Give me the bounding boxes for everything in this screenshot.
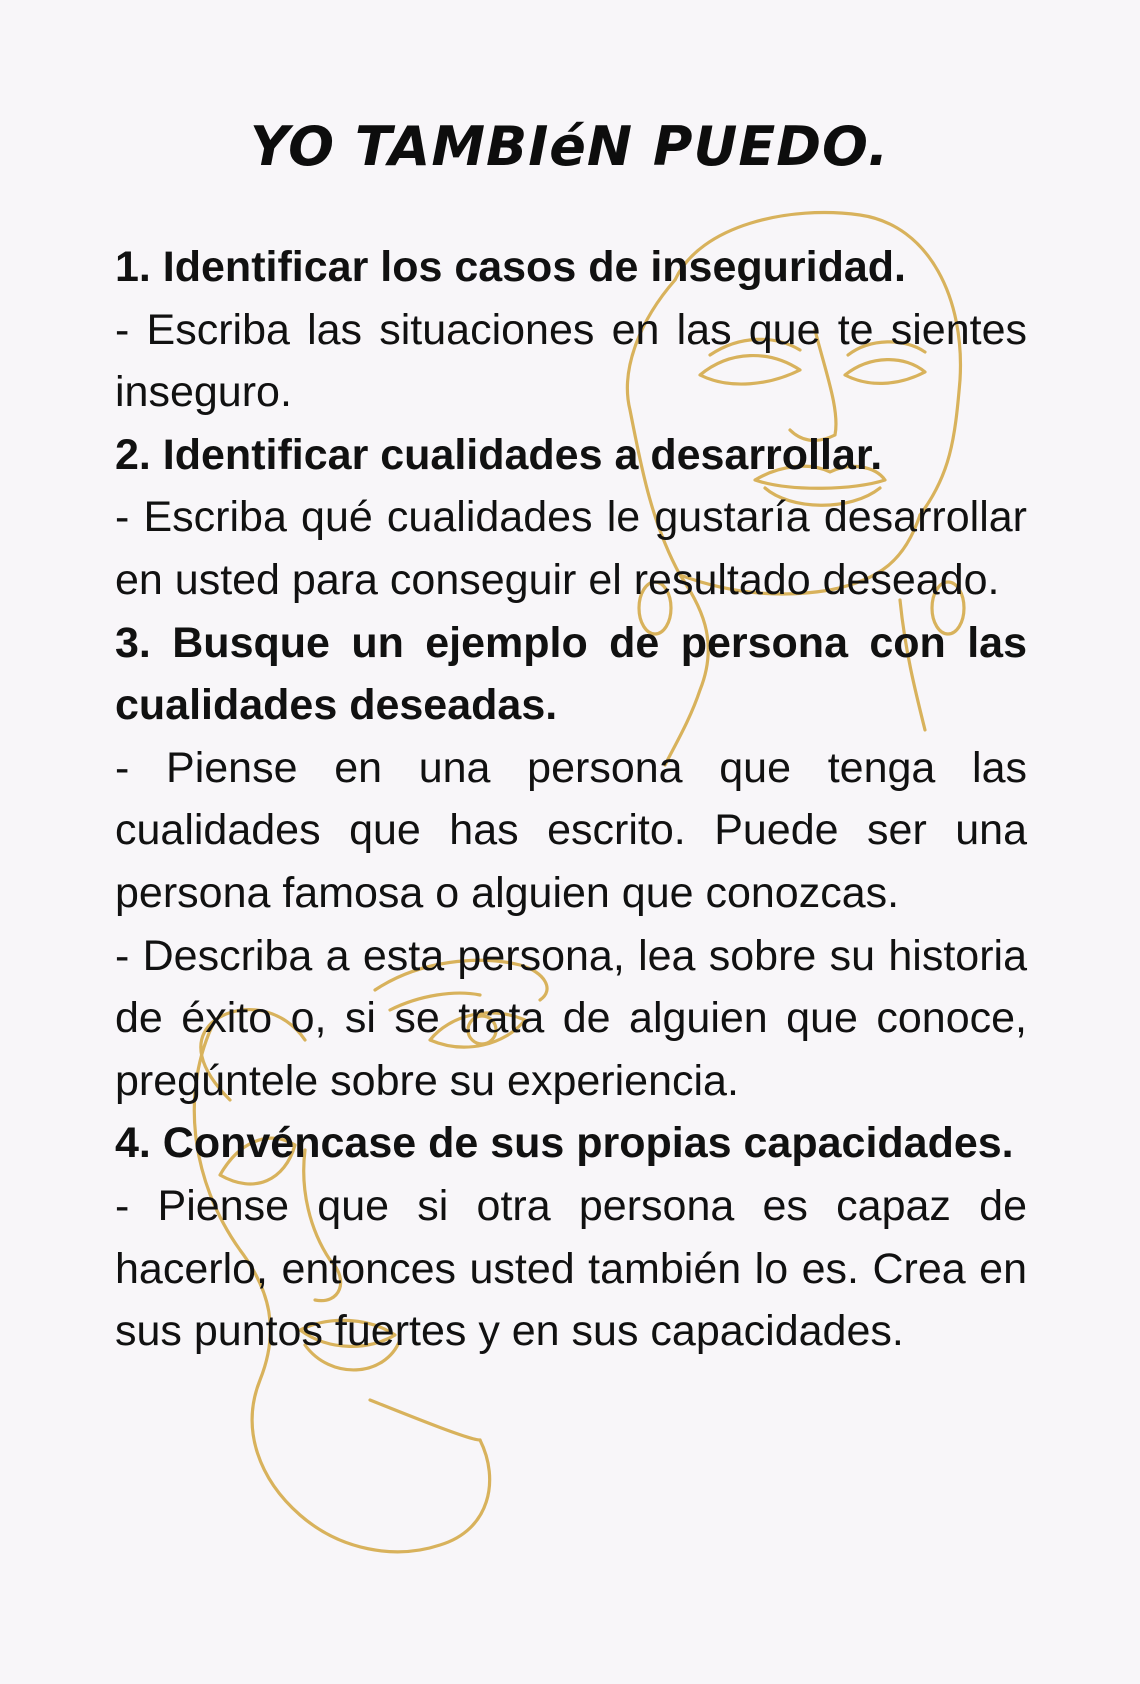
step-heading: 4. Convéncase de sus propias capacidades. [115,1119,1014,1168]
lower-face-chin [370,1400,480,1440]
step-2 [115,424,1027,612]
steps-content [115,236,1027,1363]
step-paragraph: - Escriba qué cualidades le gustaría desarrollar en usted para conseguir el resultado deseado. [115,493,1027,604]
step-heading: 2. Identificar cualidades a desarrollar. [115,430,883,479]
step-heading: 3. Busque un ejemplo de persona con las cualidades deseadas. [115,618,1027,730]
step-paragraph: - Describa a esta persona, lea sobre su historia de éxito o, si se trata de alguien que conoce, pregúntele sobre su experiencia. [115,931,1027,1105]
step-paragraph: - Escriba las situaciones en las que te sientes inseguro. [115,305,1027,417]
step-heading: 1. Identificar los casos de inseguridad. [115,243,906,291]
step-1 [115,236,1027,424]
step-paragraph: - Piense en una persona que tenga las cualidades que has escrito. Puede ser una persona famosa o alguien que conozcas. [115,743,1027,917]
page-title: YO TAMBIéN PUEDO. [250,115,890,178]
step-4 [115,1112,1027,1362]
step-3 [115,612,1027,1113]
step-paragraph: - Piense que si otra persona es capaz de hacerlo, entonces usted también lo es. Crea en sus puntos fuertes y en sus capacidades. [115,1181,1027,1356]
